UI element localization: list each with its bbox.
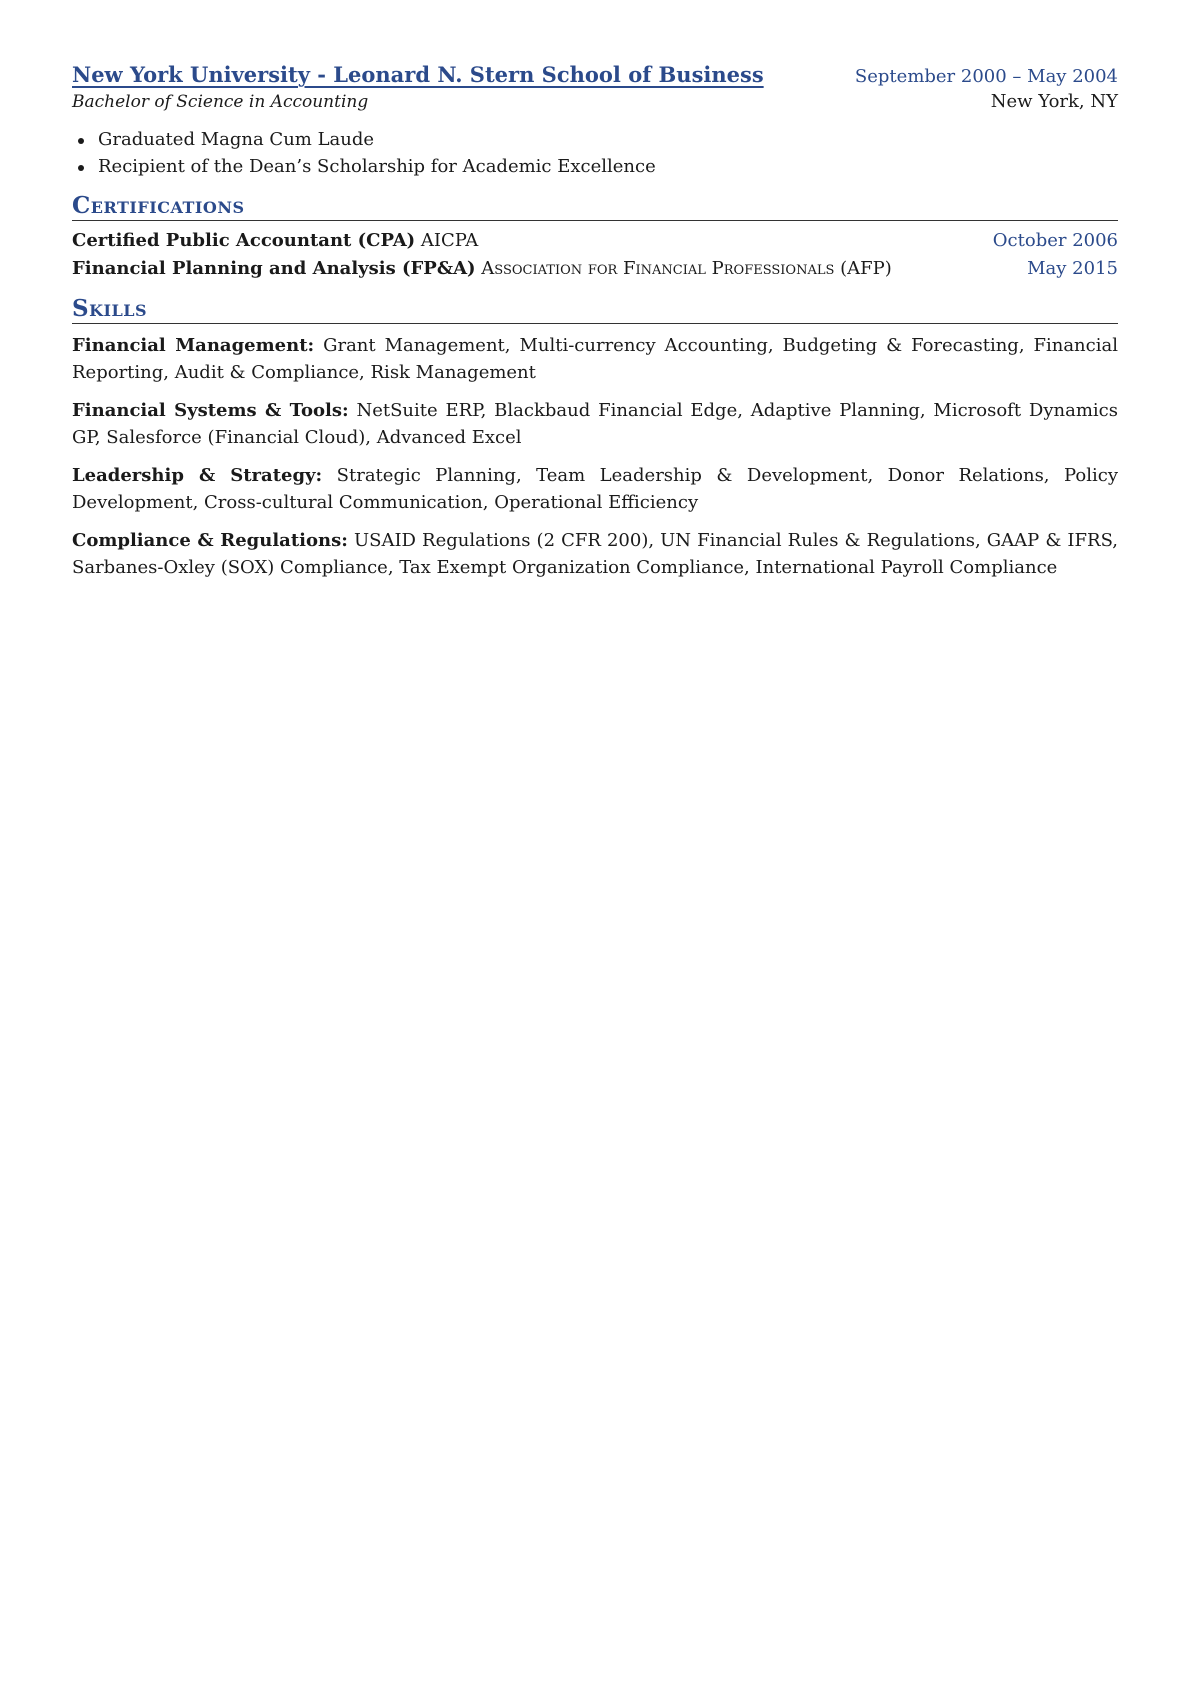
certification-row <box>72 227 1118 255</box>
certification-date: May 2015 <box>1027 258 1118 279</box>
certification-org-abbrev: (AFP) <box>840 258 892 279</box>
education-header-row <box>72 62 1118 87</box>
education-entry <box>72 62 1118 180</box>
certification-date: October 2006 <box>992 230 1118 251</box>
degree: Bachelor of Science in Accounting <box>72 92 369 112</box>
skills-list <box>72 332 1118 581</box>
skill-item <box>72 397 1118 451</box>
skill-label: Financial Systems & Tools: <box>72 400 349 421</box>
skill-text: NetSuite ERP, Blackbaud Financial Edge, Adaptive Planning, Microsoft Dynamics GP, Salesforce (Financial Cloud), Advanced Excel <box>72 400 1118 448</box>
education-location: New York, NY <box>990 91 1118 112</box>
certification-row <box>72 255 1118 283</box>
school-name-link[interactable]: New York University - Leonard N. Stern School of Business <box>72 62 764 87</box>
certification-org: Association for Financial Professionals <box>481 258 835 279</box>
skill-text: Grant Management, Multi-currency Accounting, Budgeting & Forecasting, Financial Reporting, Audit & Compliance, Risk Management <box>72 335 1118 383</box>
skill-label: Compliance & Regulations: <box>72 530 348 551</box>
certification-left <box>72 255 892 283</box>
resume-page <box>72 62 1118 592</box>
skill-label: Leadership & Strategy: <box>72 465 323 486</box>
section-heading-skills: Skills <box>72 295 1118 324</box>
section-heading-certifications: Certifications <box>72 192 1118 221</box>
education-dates: September 2000 – May 2004 <box>854 66 1118 87</box>
certification-name: Certified Public Accountant (CPA) <box>72 230 416 251</box>
list-item: Recipient of the Dean’s Scholarship for Academic Excellence <box>72 153 1118 180</box>
skill-label: Financial Management: <box>72 335 315 356</box>
certification-left <box>72 227 478 255</box>
certification-name: Financial Planning and Analysis (FP&A) <box>72 258 476 279</box>
skill-text: Strategic Planning, Team Leadership & Development, Donor Relations, Policy Development, Cross-cultural Communication, Operational Efficiency <box>72 465 1118 513</box>
education-subheader-row <box>72 91 1118 112</box>
education-highlights <box>72 126 1118 180</box>
certifications-list <box>72 227 1118 283</box>
certification-org: AICPA <box>420 230 479 251</box>
skill-item <box>72 462 1118 516</box>
skill-item <box>72 332 1118 386</box>
skill-item <box>72 527 1118 581</box>
skill-text: USAID Regulations (2 CFR 200), UN Financial Rules & Regulations, GAAP & IFRS, Sarbanes-Oxley (SOX) Compliance, Tax Exempt Organization Compliance, International Payroll Compliance <box>72 530 1118 578</box>
list-item: Graduated Magna Cum Laude <box>72 126 1118 153</box>
